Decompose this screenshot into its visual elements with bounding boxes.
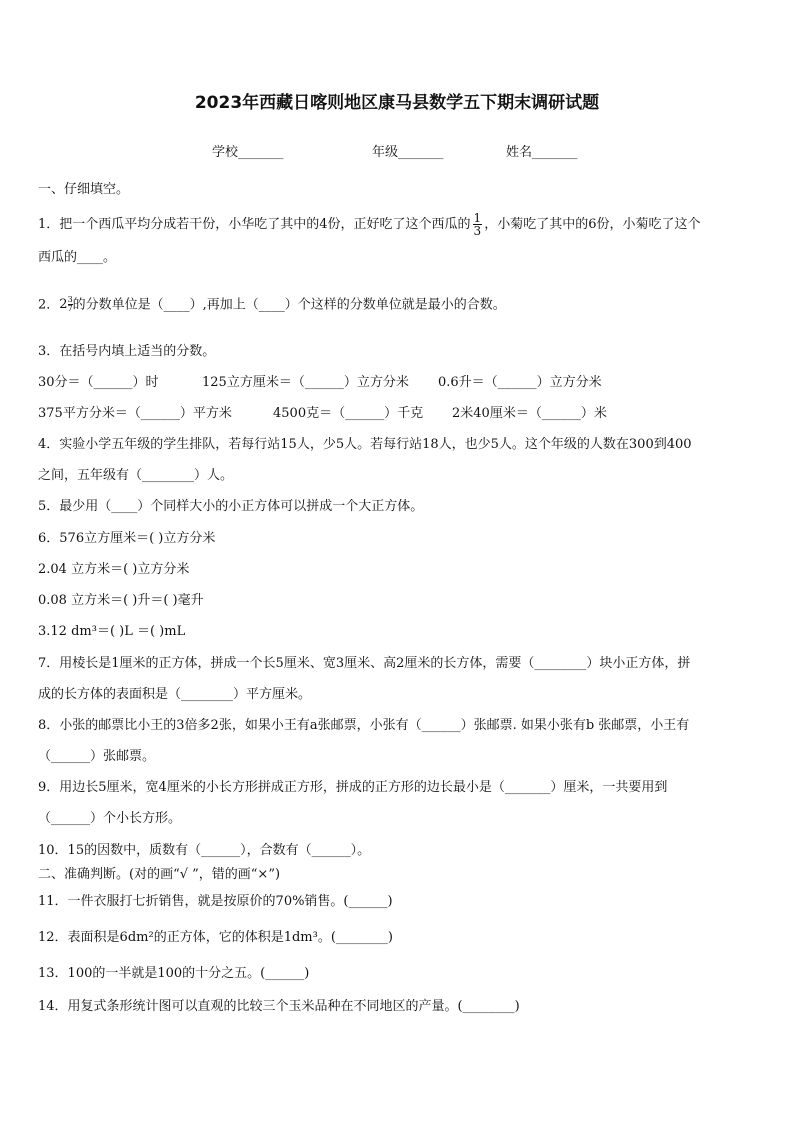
question-12: 12．表面积是6dm²的正方体，它的体积是1dm³。(________): [38, 930, 393, 945]
question-10: 10．15的因数中，质数有（______），合数有（______）。: [38, 843, 371, 858]
area-value: 6dm²: [119, 930, 154, 945]
question-7-line-2: 成的长方体的表面积是（________）平方厘米。: [38, 687, 312, 702]
grade-field[interactable]: 年级_______: [372, 145, 444, 160]
mixed-number: 2 $\frac{3}{7}$: [59, 295, 73, 313]
question-3-heading: 3．在括号内填上适当的分数。: [38, 344, 216, 359]
question-3-row-1-col-1: 30分＝（______）时: [38, 375, 159, 390]
question-3-row-2-col-1: 375平方分米＝（______）平方米: [38, 406, 232, 421]
question-3-row-1-col-2: 125立方厘米＝（______）立方分米: [202, 375, 409, 390]
question-3-row-2-col-2: 4500克＝（______）千克: [273, 406, 424, 421]
question-9-line-1: 9．用边长5厘米，宽4厘米的小长方形拼成正方形，拼成的正方形的边长最小是（_______）厘米，一共要用到: [38, 780, 668, 795]
question-6-line-4: 3.12 dm³＝( )L ＝( )mL: [38, 624, 186, 639]
question-13: 13．100的一半就是100的十分之五。(______): [38, 966, 310, 981]
question-6-line-2: 2.04 立方米＝( )立方分米: [38, 562, 190, 577]
question-3-row-2-col-3: 2米40厘米＝（______）米: [452, 406, 607, 421]
name-field[interactable]: 姓名_______: [506, 145, 578, 160]
section-1-heading: 一、仔细填空。: [38, 182, 130, 197]
question-8-line-2: （______）张邮票。: [38, 749, 156, 764]
question-1-text-a: 1．把一个西瓜平均分成若干份，小华吃了其中的4份，正好吃了这个西瓜的: [38, 217, 471, 232]
question-5: 5．最少用（____）个同样大小的小正方体可以拼成一个大正方体。: [38, 499, 424, 514]
question-14: 14．用复式条形统计图可以直观的比较三个玉米品种在不同地区的产量。(________): [38, 999, 520, 1014]
page-title: 2023年西藏日喀则地区康马县数学五下期末调研试题: [194, 93, 600, 113]
question-8-line-1: 8．小张的邮票比小王的3倍多2张，如果小王有a张邮票，小张有（______）张邮票. 如果小张有b 张邮票，小王有: [38, 718, 690, 733]
question-1-line-1: [38, 212, 700, 237]
question-9-line-2: （______）个小长方形。: [38, 811, 182, 826]
question-2: 2．2 $\frac{3}{7}$ 的分数单位是（____）,再加上（____）个这样的分数单位就是最小的合数。: [38, 295, 506, 313]
question-6-line-1: 6．576立方厘米＝( )立方分米: [38, 531, 216, 546]
volume-value: 1dm³: [283, 930, 318, 945]
section-2-heading: 二、准确判断。(对的画“√ ”，错的画“×”): [38, 867, 281, 882]
fraction-one-third: $\frac{1}{3}$: [473, 211, 482, 238]
school-field[interactable]: 学校_______: [212, 145, 284, 160]
question-6-line-3: 0.08 立方米＝( )升＝( )毫升: [38, 593, 204, 608]
question-3-row-1-col-3: 0.6升＝（______）立方分米: [438, 375, 602, 390]
question-2-text: 的分数单位是（____）,再加上（____）个这样的分数单位就是最小的合数。: [72, 297, 506, 313]
question-1-line-2: 西瓜的____。: [38, 250, 117, 265]
question-4-line-2: 之间，五年级有（________）人。: [38, 468, 234, 483]
question-7-line-1: 7．用棱长是1厘米的正方体，拼成一个长5厘米、宽3厘米、高2厘米的长方体，需要（________）块小正方体，拼: [38, 656, 691, 671]
question-4-line-1: 4．实验小学五年级的学生排队，若每行站15人，少5人。若每行站18人，也少5人。这个年级的人数在300到400: [38, 437, 692, 452]
question-1-text-b: ，小菊吃了其中的6份，小菊吃了这个: [484, 217, 701, 232]
question-11: 11．一件衣服打七折销售，就是按原价的70%销售。(______): [38, 894, 393, 909]
